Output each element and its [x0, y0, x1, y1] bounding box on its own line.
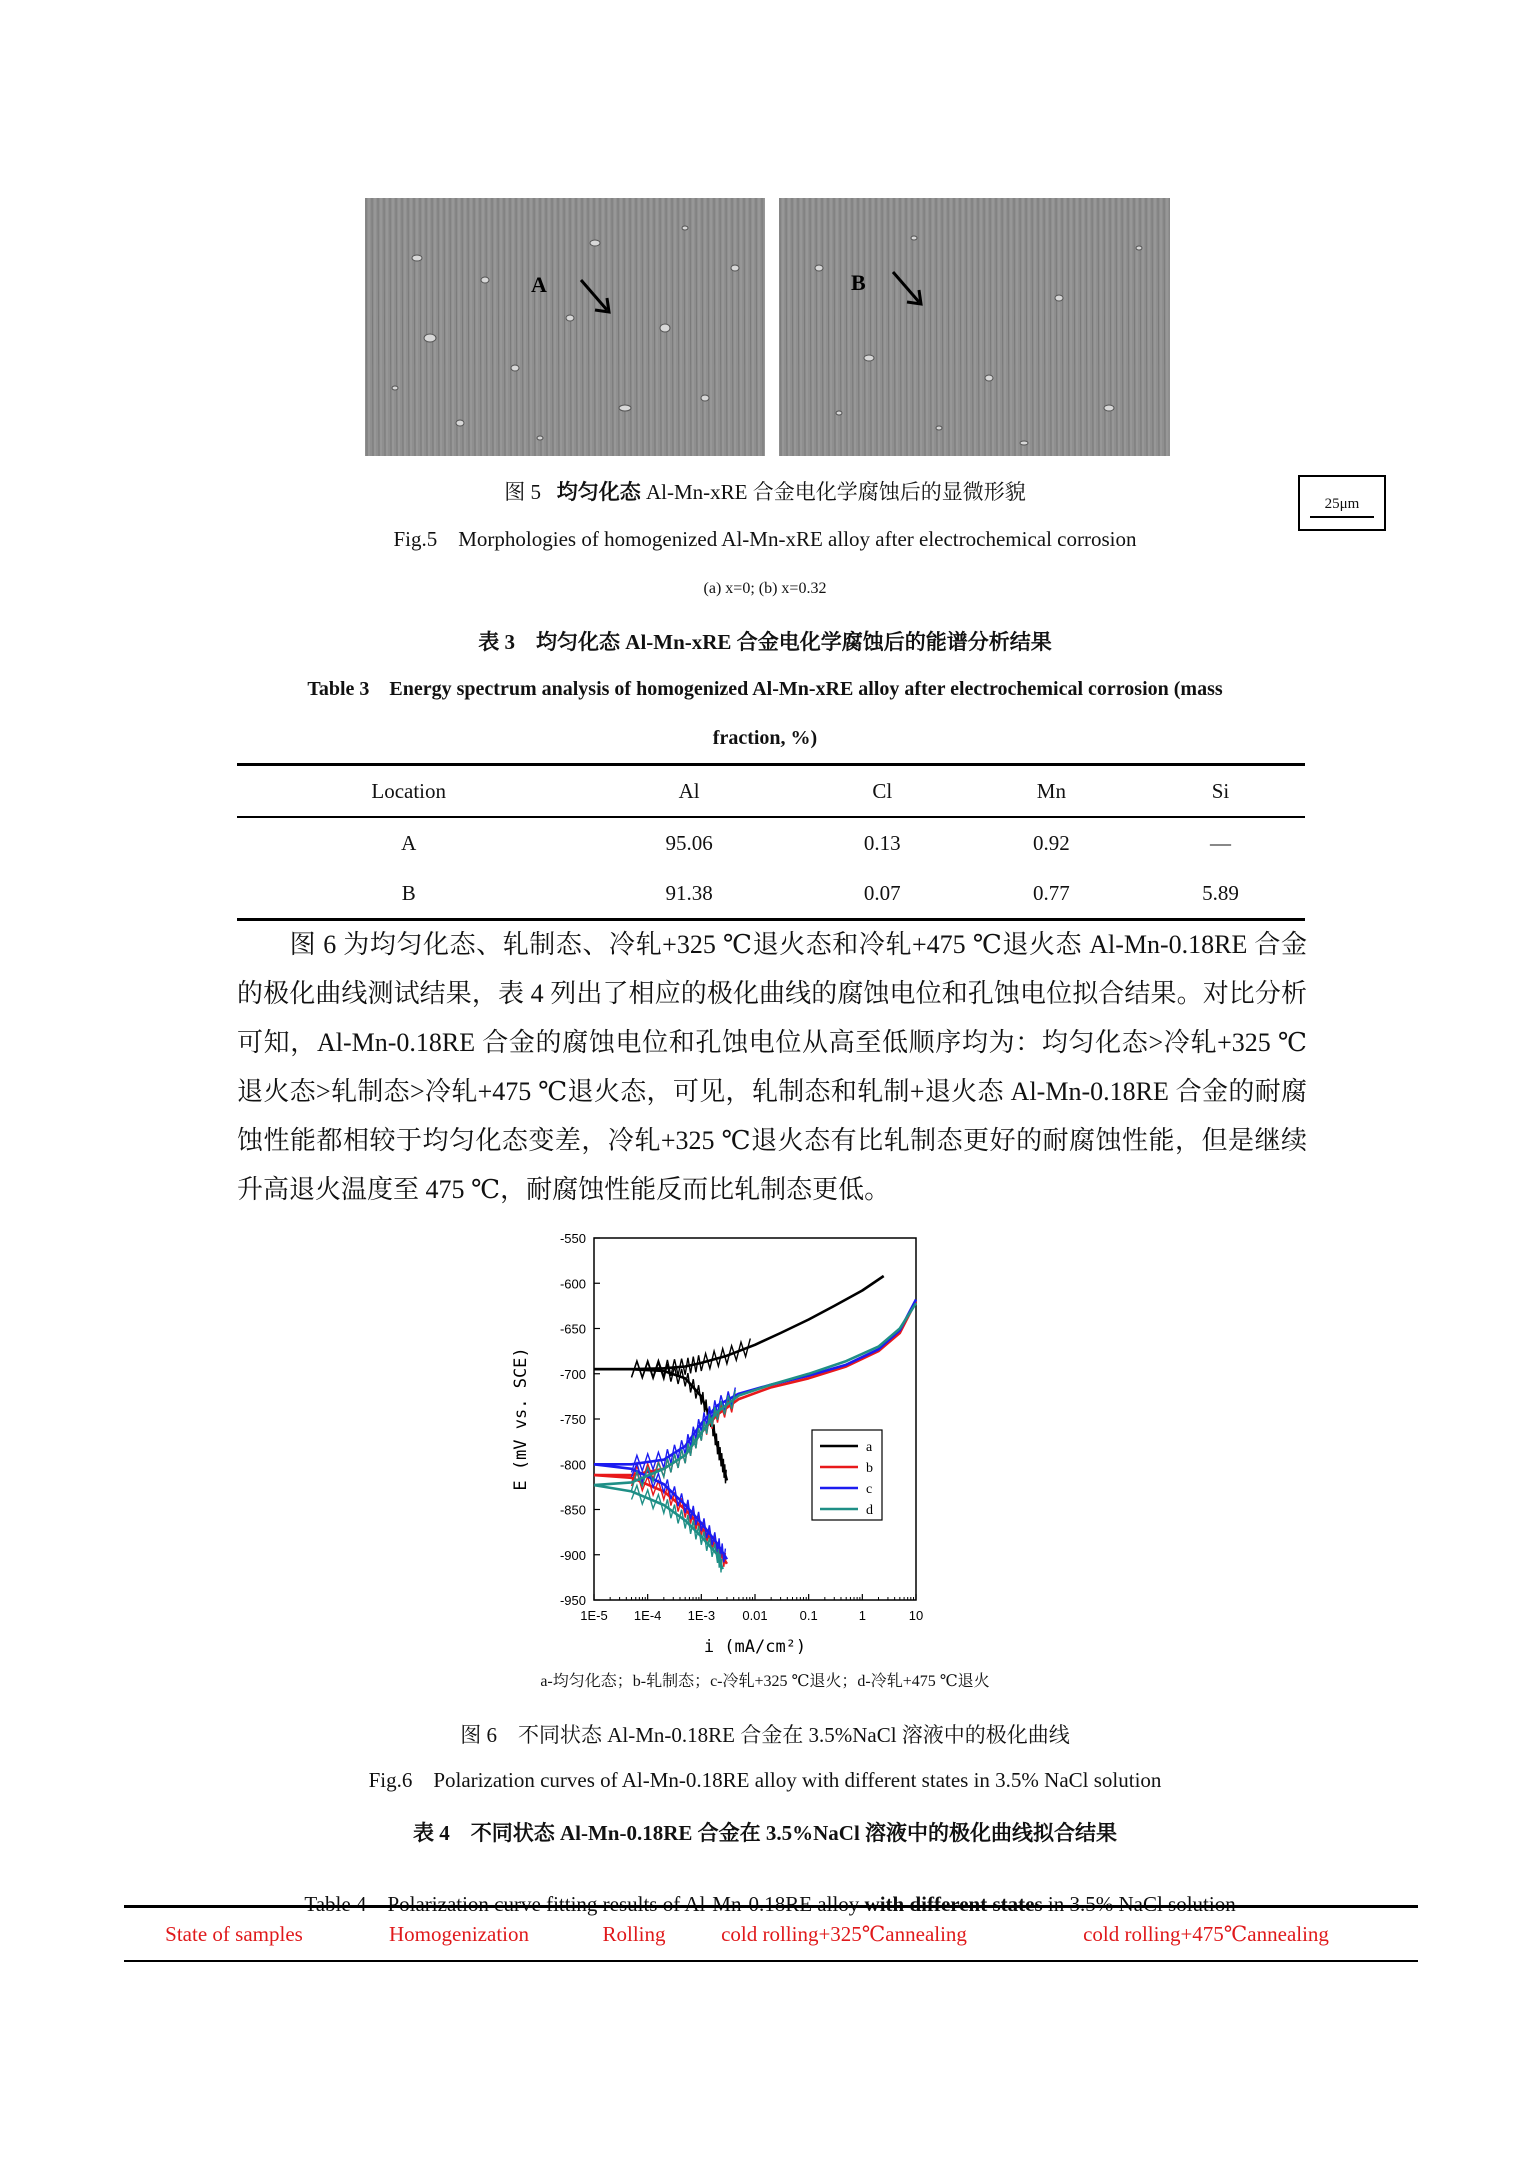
micrograph-a	[365, 198, 765, 456]
series-a-anodic-noise	[632, 1339, 751, 1378]
y-tick-label: -950	[559, 1593, 586, 1608]
table3-title-en-1: Table 3 Energy spectrum analysis of homogenized Al-Mn-xRE alloy after electrochemical corrosion (mass	[307, 678, 1223, 700]
table3	[237, 763, 1305, 921]
y-tick-label: -550	[559, 1231, 586, 1246]
y-tick-label: -650	[559, 1321, 586, 1337]
table-cell: 95.06	[665, 830, 713, 855]
y-tick-label: -850	[559, 1502, 586, 1518]
x-tick-label: 1E-5	[580, 1608, 608, 1623]
polarization-chart	[490, 1220, 1050, 1660]
table3-title-cn: 表 3 均匀化态 Al-Mn-xRE 合金电化学腐蚀后的能谱分析结果	[478, 630, 1052, 654]
x-tick-label: 1	[858, 1608, 866, 1623]
x-axis-label: i (mA/cm²)	[703, 1637, 807, 1657]
series-a-anodic-line	[594, 1276, 884, 1369]
table-header-cell: Cl	[798, 765, 967, 818]
table4	[124, 1905, 1418, 1962]
table-header-cell: cold rolling+475℃annealing	[1083, 1921, 1329, 1946]
x-tick-label: 1E-3	[687, 1608, 716, 1623]
micrograph-b	[779, 198, 1170, 456]
legend-label-c: c	[866, 1482, 873, 1497]
table3-title-en-2: fraction, %)	[712, 727, 818, 749]
figure5-caption-rest: Al-Mn-xRE 合金电化学腐蚀后的显微形貌	[646, 480, 1026, 504]
table4-title-en-b: in 3.5% NaCl solution	[1042, 1892, 1236, 1916]
micrograph-b-image	[779, 198, 1170, 456]
figure5-subcaption: (a) x=0; (b) x=0.32	[703, 580, 827, 597]
y-tick-label: -600	[559, 1276, 586, 1292]
table-cell: 91.38	[665, 880, 713, 905]
figure5-caption-en: Fig.5 Morphologies of homogenized Al-Mn-xRE alloy after electrochemical corrosion	[393, 527, 1137, 551]
table-header-row	[237, 765, 1305, 818]
legend-label-a: a	[866, 1440, 873, 1455]
scale-bar-line	[1310, 516, 1374, 518]
table-header-cell: Location	[237, 765, 580, 818]
table-header-cell: Rolling	[602, 1921, 666, 1946]
y-axis-label: E (mV vs. SCE)	[511, 1347, 531, 1491]
x-tick-label: 0.1	[799, 1608, 818, 1623]
table-row	[237, 868, 1305, 920]
legend-label-b: b	[866, 1461, 873, 1476]
table-header-cell: State of samples	[165, 1921, 303, 1946]
figure6-caption-cn: 图 6 不同状态 Al-Mn-0.18RE 合金在 3.5%NaCl 溶液中的极化曲线	[460, 1723, 1070, 1747]
table-header-cell: Al	[580, 765, 797, 818]
table-cell: 5.89	[1202, 880, 1239, 905]
legend-label-d: d	[866, 1503, 873, 1518]
table4-title-en-bold: with different states	[864, 1892, 1043, 1916]
table-header-cell: cold rolling+325℃annealing	[721, 1921, 967, 1946]
table-cell: 0.13	[863, 830, 901, 855]
micrograph-a-image	[365, 198, 765, 456]
marker-a-label: A	[531, 272, 547, 297]
figure5-caption-cn	[0, 476, 1530, 506]
table-header-cell: Homogenization	[389, 1921, 529, 1946]
y-tick-label: -700	[559, 1366, 586, 1382]
x-tick-label: 10	[908, 1608, 924, 1623]
body-paragraph	[237, 920, 1307, 1214]
figure5-caption-bold: 均匀化态	[556, 480, 641, 504]
table-cell: 0.07	[863, 880, 901, 905]
table-cell: 0.77	[1032, 880, 1070, 905]
marker-b-label: B	[851, 270, 866, 295]
y-tick-label: -900	[559, 1547, 586, 1563]
table-cell: A	[401, 830, 417, 855]
table4-title-en-a: Table 4 Polarization curve fitting results of Al-Mn-0.18RE alloy	[304, 1892, 865, 1916]
y-tick-label: -800	[559, 1457, 586, 1473]
table-cell: 0.92	[1032, 830, 1070, 855]
figure5-caption-prefix: 图 5	[504, 480, 541, 504]
plot-frame	[594, 1238, 916, 1600]
table-row	[237, 817, 1305, 868]
body-paragraph-text: 图 6 为均匀化态、轧制态、冷轧+325 ℃退火态和冷轧+475 ℃退火态 Al-Mn-0.18RE 合金的极化曲线测试结果，表 4 列出了相应的极化曲线的腐蚀电位和孔蚀电位拟合结果。对比分析可知，Al-Mn-0.18RE 合金的腐蚀电位和孔蚀电位从高至低顺序均为：均匀化态>冷轧+325 ℃退火态>轧制态>冷轧+475 ℃退火态，可见，轧制态和轧制+退火态 Al-Mn-0.18RE 合金的耐腐蚀性能都相较于均匀化态变差，冷轧+325 ℃退火态有比轧制态更好的耐腐蚀性能，但是继续升高退火温度至 475 ℃，耐腐蚀性能反而比轧制态更低。	[237, 930, 1307, 1204]
table-cell: B	[401, 880, 416, 905]
table-cell: —	[1209, 830, 1231, 855]
scale-bar-label: 25μm	[1324, 496, 1360, 512]
y-tick-label: -750	[559, 1412, 586, 1427]
x-tick-label: 0.01	[742, 1608, 768, 1623]
table-header-cell: Mn	[967, 765, 1136, 818]
table-header-row	[124, 1907, 1418, 1962]
table4-title-cn: 表 4 不同状态 Al-Mn-0.18RE 合金在 3.5%NaCl 溶液中的极化曲线拟合结果	[412, 1821, 1118, 1845]
x-tick-label: 1E-4	[633, 1608, 662, 1623]
figure6-caption-en: Fig.6 Polarization curves of Al-Mn-0.18RE alloy with different states in 3.5% NaCl solution	[368, 1768, 1162, 1792]
figure6-legend-note: a-均匀化态；b-轧制态；c-冷轧+325 ℃退火；d-冷轧+475 ℃退火	[540, 1673, 990, 1690]
table-header-cell: Si	[1136, 765, 1305, 818]
